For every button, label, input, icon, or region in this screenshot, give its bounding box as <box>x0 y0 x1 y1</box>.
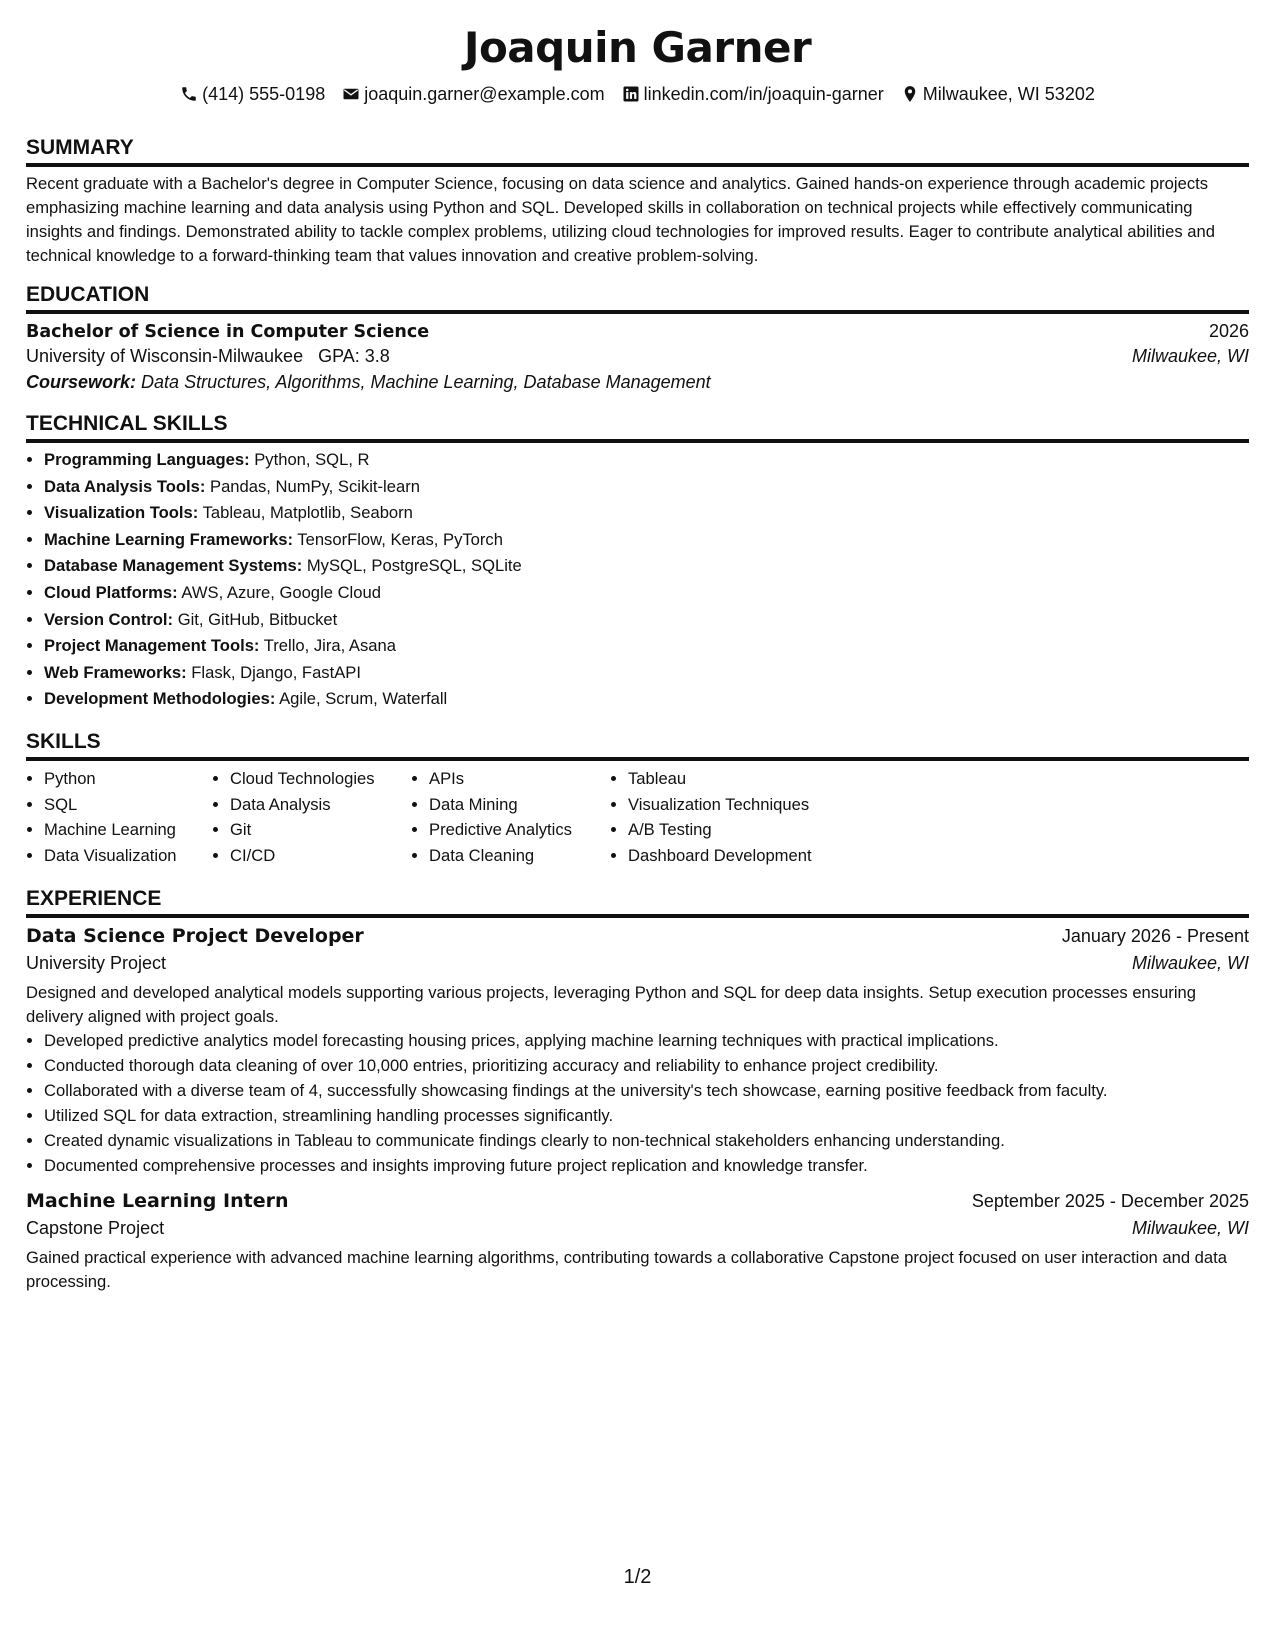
school-name: University of Wisconsin-Milwaukee <box>26 346 304 366</box>
summary-text: Recent graduate with a Bachelor's degree in Computer Science, focusing on data science and analytics. Gained hands-on experience through academic projects emphasizing machine learning and data analysis using Python and SQL. Developed skills in collaboration on technical projects while effectively communicating insights and findings. Demonstrated ability to tackle complex problems, utilizing cloud technologies for improved results. Eager to contribute analytical abilities and technical knowledge to a forward-thinking team that values innovation and creative problem-solving. <box>26 174 1215 265</box>
list-item: • Git <box>230 817 411 843</box>
skill-values: TensorFlow, Keras, PyTorch <box>297 529 503 549</box>
section-title-education: EDUCATION <box>26 282 1249 314</box>
skill-values: Python, SQL, R <box>254 450 370 469</box>
list-item: • SQL <box>44 792 212 818</box>
list-item: • A/B Testing <box>628 817 888 843</box>
contact-linkedin[interactable] <box>622 82 884 106</box>
list-item <box>44 527 1249 554</box>
list-item: • Data Visualization <box>44 843 212 869</box>
skill-values: Pandas, NumPy, Scikit-learn <box>210 476 420 496</box>
list-item: • Python <box>44 766 212 792</box>
skill-values: Git, GitHub, Bitbucket <box>177 609 338 629</box>
skills-column-2 <box>212 766 411 869</box>
contact-phone <box>180 82 325 106</box>
experience-section <box>26 886 1249 1294</box>
skill-values: Trello, Jira, Asana <box>263 636 396 656</box>
skill-category: Machine Learning Frameworks: <box>44 529 293 549</box>
skill-values: AWS, Azure, Google Cloud <box>181 582 381 602</box>
job-role: Machine Learning Intern <box>26 1189 289 1212</box>
section-title-skills: SKILLS <box>26 729 1249 761</box>
education-entry-sub <box>26 346 1249 367</box>
job-header <box>26 1190 1249 1212</box>
skill-category: Programming Languages: <box>44 450 250 469</box>
job-location: Milwaukee, WI <box>1131 952 1249 973</box>
job-dates: January 2026 - Present <box>1061 925 1249 946</box>
section-title-summary: SUMMARY <box>26 135 1249 167</box>
skill-values: Agile, Scrum, Waterfall <box>279 689 448 709</box>
skill-category: Web Frameworks: <box>44 662 187 682</box>
phone-text: (414) 555-0198 <box>202 84 326 104</box>
list-item: • Machine Learning <box>44 817 212 843</box>
section-title-experience: EXPERIENCE <box>26 886 1249 918</box>
education-section <box>26 282 1249 393</box>
technical-skills-section <box>26 411 1249 713</box>
graduation-year: 2026 <box>1208 321 1249 341</box>
resume-header <box>26 0 1249 106</box>
list-item: • Developed predictive analytics model forecasting housing prices, applying machine learning techniques with practical implications. <box>44 1029 1249 1053</box>
education-entry-header <box>26 321 1249 342</box>
job-description: Gained practical experience with advanced machine learning algorithms, contributing towards a collaborative Capstone project focused on user interaction and data processing. <box>26 1247 1227 1291</box>
technical-skills-list <box>26 447 1249 713</box>
list-item <box>44 686 1249 713</box>
summary-section <box>26 135 1249 268</box>
coursework-list: Data Structures, Algorithms, Machine Learning, Database Management <box>141 372 711 392</box>
contact-row <box>26 82 1249 106</box>
list-item: • CI/CD <box>230 843 411 869</box>
map-pin-icon <box>901 85 919 103</box>
linkedin-icon <box>622 85 640 103</box>
list-item: • Tableau <box>628 766 888 792</box>
skill-values: Flask, Django, FastAPI <box>191 662 361 682</box>
skill-values: MySQL, PostgreSQL, SQLite <box>306 556 522 576</box>
skill-category: Development Methodologies: <box>44 689 276 709</box>
skills-section <box>26 729 1249 869</box>
envelope-icon <box>342 85 360 103</box>
list-item <box>44 474 1249 501</box>
contact-location <box>901 82 1095 106</box>
skill-category: Visualization Tools: <box>44 503 199 523</box>
job-role: Data Science Project Developer <box>26 924 364 947</box>
education-location: Milwaukee, WI <box>1131 346 1249 366</box>
list-item: • Data Mining <box>429 792 610 818</box>
skills-column-1 <box>26 766 212 869</box>
candidate-name: Joaquin Garner <box>463 23 812 72</box>
list-item <box>44 633 1249 660</box>
degree-title: Bachelor of Science in Computer Science <box>26 322 430 342</box>
coursework-line <box>26 372 1249 393</box>
skill-category: Cloud Platforms: <box>44 582 178 602</box>
job-entry <box>26 1190 1249 1294</box>
list-item: • Data Cleaning <box>429 843 610 869</box>
job-dates: September 2025 - December 2025 <box>971 1190 1249 1211</box>
list-item: • Conducted thorough data cleaning of over 10,000 entries, prioritizing accuracy and reliability to enhance project credibility. <box>44 1054 1249 1078</box>
skill-values: Tableau, Matplotlib, Seaborn <box>202 503 413 523</box>
contact-email[interactable] <box>342 82 604 106</box>
linkedin-text: linkedin.com/in/joaquin-garner <box>643 84 884 104</box>
job-location: Milwaukee, WI <box>1131 1217 1249 1238</box>
gpa: GPA: 3.8 <box>318 346 390 366</box>
list-item: • Data Analysis <box>230 792 411 818</box>
job-subheader <box>26 1218 1249 1239</box>
list-item: • Predictive Analytics <box>429 817 610 843</box>
skills-column-4 <box>610 766 888 869</box>
location-text: Milwaukee, WI 53202 <box>922 84 1095 104</box>
job-header <box>26 925 1249 947</box>
list-item <box>44 580 1249 607</box>
list-item <box>44 447 1249 474</box>
job-org: University Project <box>26 952 167 973</box>
list-item: • Cloud Technologies <box>230 766 411 792</box>
resume-page <box>26 0 1249 1294</box>
skill-category: Data Analysis Tools: <box>44 476 206 496</box>
job-org: Capstone Project <box>26 1217 165 1238</box>
list-item <box>44 660 1249 687</box>
page-number: 1/2 <box>623 1566 652 1588</box>
skills-column-3 <box>411 766 610 869</box>
job-subheader <box>26 953 1249 974</box>
phone-icon <box>180 85 198 103</box>
skill-category: Project Management Tools: <box>44 636 260 656</box>
list-item: • Documented comprehensive processes and insights improving future project replication and knowledge transfer. <box>44 1154 1249 1178</box>
list-item <box>44 607 1249 634</box>
skills-grid <box>26 766 1249 869</box>
list-item: • Dashboard Development <box>628 843 888 869</box>
job-description: Designed and developed analytical models supporting various projects, leveraging Python and SQL for deep data insights. Setup execution processes ensuring delivery aligned with project goals. <box>26 982 1196 1026</box>
list-item: • Visualization Techniques <box>628 792 888 818</box>
skill-category: Database Management Systems: <box>44 556 303 576</box>
list-item <box>44 553 1249 580</box>
job-bullets <box>26 1029 1249 1178</box>
school-line <box>26 346 390 367</box>
coursework-label: Coursework: <box>26 372 137 392</box>
skill-category: Version Control: <box>44 609 174 629</box>
list-item: • Created dynamic visualizations in Tableau to communicate findings clearly to non-technical stakeholders enhancing understanding. <box>44 1129 1249 1153</box>
list-item: • Collaborated with a diverse team of 4, successfully showcasing findings at the university's tech showcase, earning positive feedback from faculty. <box>44 1079 1249 1103</box>
email-text: joaquin.garner@example.com <box>364 84 605 104</box>
list-item: • Utilized SQL for data extraction, streamlining handling processes significantly. <box>44 1104 1249 1128</box>
job-entry <box>26 925 1249 1178</box>
section-title-technical-skills: TECHNICAL SKILLS <box>26 411 1249 443</box>
list-item <box>44 500 1249 527</box>
list-item: • APIs <box>429 766 610 792</box>
